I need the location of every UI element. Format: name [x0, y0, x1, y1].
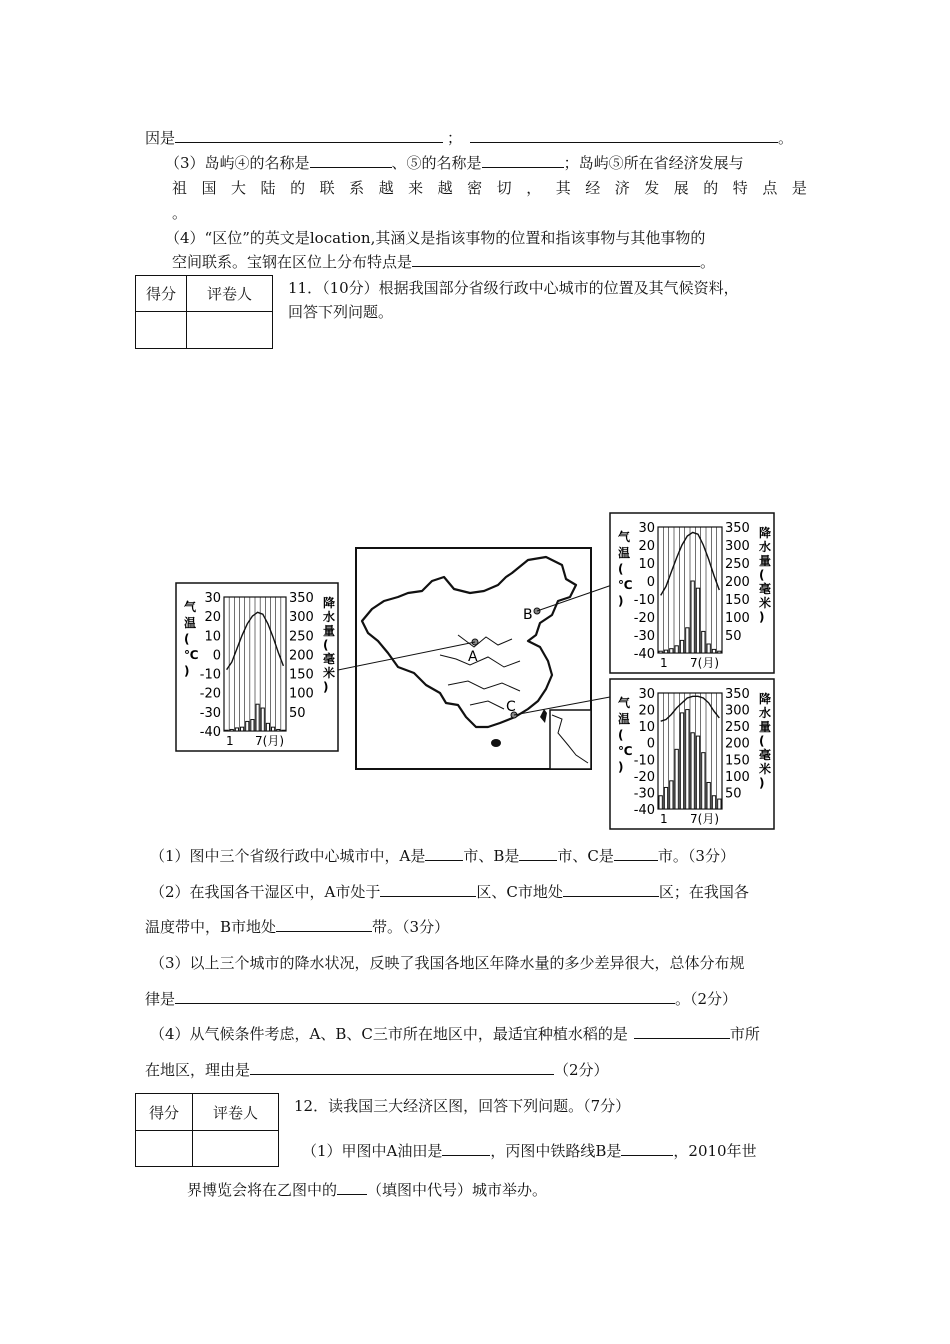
- temp-axis-title-char: ℃: [618, 578, 633, 592]
- precip-bar: [686, 628, 689, 653]
- temp-tick-label: -30: [199, 705, 221, 721]
- precip-tick-label: 250: [725, 720, 750, 736]
- precip-tick-label: 300: [289, 610, 314, 626]
- precip-bar: [718, 799, 721, 809]
- blank[interactable]: [276, 916, 372, 932]
- temp-axis-title-char: ): [184, 664, 190, 678]
- q10-sub3-line1: （3）岛屿④的名称是 、⑤的名称是 ；岛屿⑤所在省经济发展与: [165, 154, 744, 172]
- grader-cell[interactable]: [187, 312, 273, 349]
- inset-frame: [550, 710, 591, 769]
- blank[interactable]: [563, 881, 659, 897]
- blank[interactable]: [310, 152, 392, 168]
- precip-bar: [712, 649, 715, 653]
- precip-axis-title-char: 水: [323, 610, 336, 624]
- precip-axis-title-char: 量: [759, 554, 772, 568]
- precip-tick-label: 50: [289, 705, 306, 721]
- precip-bar: [680, 640, 683, 653]
- x-label-month-7: 7(月): [690, 812, 719, 826]
- precip-bar: [235, 728, 238, 731]
- temp-tick-label: 0: [646, 736, 655, 752]
- precip-bar: [675, 646, 678, 653]
- precip-tick-label: 100: [289, 686, 314, 702]
- precip-axis-title-char: 降: [759, 692, 772, 706]
- precip-axis-title-char: 降: [323, 596, 336, 610]
- temp-axis-title-char: 温: [618, 712, 631, 726]
- precip-bar: [696, 736, 699, 809]
- precip-bar: [256, 704, 259, 731]
- temp-tick-label: -10: [633, 753, 655, 769]
- temp-tick-label: -30: [633, 629, 655, 644]
- char: 越: [437, 179, 453, 197]
- blank[interactable]: [380, 881, 476, 897]
- x-label-month-7: 7(月): [255, 734, 284, 748]
- temp-tick-label: 30: [638, 687, 655, 702]
- precip-tick-label: 350: [725, 687, 750, 702]
- climate-map-figure: [0, 505, 950, 835]
- blank[interactable]: [412, 251, 700, 267]
- temp-tick-label: 20: [204, 610, 221, 626]
- q11-heading-line1: 11．（10分）根据我国部分省级行政中心城市的位置及其气候资料，: [288, 279, 739, 297]
- temp-tick-label: -40: [199, 725, 221, 740]
- char: 其: [555, 179, 571, 197]
- x-label-month-1: 1: [660, 656, 668, 670]
- q11-sub2-line2: 温度带中，B市地处 带。（3分）: [145, 918, 450, 936]
- precip-bar: [659, 651, 662, 653]
- blank[interactable]: [470, 127, 778, 143]
- grader-label: 评卷人: [193, 1094, 279, 1131]
- precip-axis-title-char: 量: [759, 720, 772, 734]
- q11-sub2-line1: （2）在我国各干湿区中，A市处于 区、C市地处 区；在我国各: [150, 883, 749, 901]
- q11-sub4-line1: （4）从气候条件考虑，A、B、C三市所在地区中，最适宜种植水稻的是 市所: [150, 1025, 760, 1043]
- precip-bar: [707, 782, 710, 809]
- precip-bar: [225, 730, 228, 731]
- temp-tick-label: 20: [638, 539, 655, 554]
- char: 密: [467, 179, 483, 197]
- precip-bar: [277, 729, 280, 731]
- char: 展: [673, 179, 689, 197]
- temp-axis-title-char: 气: [618, 696, 631, 710]
- q10-sub3-line3: 。: [172, 204, 188, 222]
- precip-tick-label: 50: [725, 629, 742, 644]
- temp-tick-label: 30: [638, 521, 655, 536]
- precip-bar: [702, 631, 705, 653]
- precip-bar: [659, 796, 662, 809]
- blank[interactable]: [482, 152, 564, 168]
- temp-tick-label: -20: [199, 686, 221, 702]
- q11-sub3-line1: （3）以上三个城市的降水状况，反映了我国各地区年降水量的多少差异很大，总体分布规: [150, 954, 745, 972]
- char: 发: [644, 179, 660, 197]
- temp-tick-label: -40: [633, 647, 655, 662]
- temp-tick-label: -20: [633, 769, 655, 785]
- grader-label: 评卷人: [187, 276, 273, 312]
- precip-axis-title-char: 米: [759, 762, 772, 776]
- precip-bar: [691, 581, 694, 653]
- x-label-month-1: 1: [226, 734, 234, 748]
- blank[interactable]: [634, 1023, 730, 1039]
- score-table-q12: [135, 1093, 279, 1167]
- precip-axis-title-char: ): [759, 610, 765, 624]
- temp-axis-title-char: ℃: [618, 744, 633, 758]
- precip-bar: [246, 721, 249, 731]
- temp-tick-label: 0: [646, 575, 655, 590]
- climate-chart-panel: [176, 583, 338, 751]
- temp-tick-label: -40: [633, 803, 655, 818]
- precip-axis-title-char: 毫: [759, 748, 772, 762]
- q10-sub3-line2: [172, 177, 807, 199]
- blank[interactable]: [442, 1140, 490, 1156]
- climate-chart-panel: [610, 513, 774, 673]
- temp-tick-label: 10: [638, 720, 655, 736]
- precip-tick-label: 350: [289, 591, 314, 606]
- precip-bar: [230, 729, 233, 731]
- precip-bar: [707, 644, 710, 653]
- q10-line-cause: 因是 ； 。: [145, 129, 794, 147]
- precip-axis-title-char: 毫: [759, 582, 772, 596]
- precip-tick-label: 200: [289, 648, 314, 664]
- temp-tick-label: -10: [199, 667, 221, 683]
- char: 国: [201, 179, 217, 197]
- temp-axis-title-char: 气: [184, 600, 197, 614]
- blank[interactable]: [425, 845, 463, 861]
- precip-tick-label: 300: [725, 703, 750, 719]
- precip-tick-label: 100: [725, 611, 750, 626]
- precip-bar: [261, 708, 264, 731]
- score-cell[interactable]: [136, 312, 187, 349]
- precip-axis-title-char: (: [323, 638, 329, 652]
- char: 点: [762, 179, 778, 197]
- precip-bar: [282, 730, 285, 731]
- precip-axis-title-char: (: [759, 734, 765, 748]
- char: 系: [349, 179, 365, 197]
- temp-tick-label: 10: [638, 557, 655, 572]
- climate-chart-panel: [610, 679, 774, 829]
- temp-tick-label: 10: [204, 629, 221, 645]
- precip-bar: [670, 649, 673, 653]
- q12-sub1-line1: （1）甲图中A油田是 ，丙图中铁路线B是 ，2010年世: [302, 1142, 757, 1160]
- city-a-label: A: [468, 649, 478, 665]
- temp-axis-title-char: ): [618, 760, 624, 774]
- q11-heading-line2: 回答下列问题。: [288, 303, 394, 321]
- q11-sub4-line2: 在地区，理由是 （2分）: [145, 1061, 609, 1079]
- char: ，: [526, 179, 542, 197]
- temp-tick-label: -30: [633, 786, 655, 802]
- precip-axis-title-char: 水: [759, 706, 772, 720]
- char: 济: [614, 179, 630, 197]
- blank[interactable]: [621, 1140, 673, 1156]
- precip-tick-label: 200: [725, 575, 750, 590]
- char: 陆: [260, 179, 276, 197]
- temp-axis-title-char: ): [618, 594, 624, 608]
- precip-bar: [691, 733, 694, 809]
- temp-tick-label: 20: [638, 703, 655, 719]
- blank[interactable]: [175, 988, 675, 1004]
- precip-tick-label: 300: [725, 539, 750, 554]
- precip-bar: [664, 650, 667, 653]
- temp-axis-title-char: (: [184, 632, 190, 646]
- precip-tick-label: 50: [725, 786, 742, 802]
- temp-tick-label: -10: [633, 593, 655, 608]
- score-cell[interactable]: [136, 1131, 193, 1167]
- precip-bar: [670, 781, 673, 809]
- precip-bar: [696, 588, 699, 653]
- score-label: 得分: [136, 276, 187, 312]
- precip-axis-title-char: (: [759, 568, 765, 582]
- city-c-label: C: [506, 699, 516, 715]
- char: 是: [791, 179, 807, 197]
- city-b-label: B: [523, 607, 533, 623]
- precip-bar: [272, 727, 275, 731]
- char: 联: [319, 179, 335, 197]
- temp-axis-title-char: 温: [184, 616, 197, 630]
- char: 越: [378, 179, 394, 197]
- blank[interactable]: [250, 1059, 554, 1075]
- x-label-month-1: 1: [660, 812, 668, 826]
- blank[interactable]: [337, 1179, 367, 1195]
- char: 切: [496, 179, 512, 197]
- temp-axis-title-char: (: [618, 728, 624, 742]
- precip-tick-label: 100: [725, 769, 750, 785]
- q11-sub1: （1）图中三个省级行政中心城市中，A是 市、B是 市、C是 市。（3分）: [150, 847, 735, 865]
- q12-sub1-line2: 界博览会将在乙图中的 （填图中代号）城市举办。: [187, 1181, 548, 1199]
- char: 的: [703, 179, 719, 197]
- hainan-shape: [491, 739, 501, 747]
- score-label: 得分: [136, 1094, 193, 1131]
- precip-bar: [686, 710, 689, 809]
- blank[interactable]: [614, 845, 658, 861]
- precip-tick-label: 150: [289, 667, 314, 683]
- score-table-q11: [135, 275, 273, 349]
- temp-tick-label: 30: [204, 591, 221, 606]
- char: 祖: [172, 179, 188, 197]
- precip-tick-label: 200: [725, 736, 750, 752]
- q10-sub4-line2: 空间联系。宝钢在区位上分布特点是 。: [172, 253, 716, 271]
- precip-tick-label: 250: [289, 629, 314, 645]
- precip-tick-label: 350: [725, 521, 750, 536]
- precip-bar: [675, 749, 678, 809]
- precip-axis-title-char: 量: [323, 624, 336, 638]
- precip-bar: [251, 720, 254, 731]
- char: 来: [408, 179, 424, 197]
- precip-tick-label: 250: [725, 557, 750, 572]
- precip-bar: [680, 713, 683, 809]
- temp-axis-title-char: 气: [618, 530, 631, 544]
- temp-axis-title-char: 温: [618, 546, 631, 560]
- char: 特: [732, 179, 748, 197]
- precip-axis-title-char: 降: [759, 526, 772, 540]
- precip-axis-title-char: ): [323, 680, 329, 694]
- temp-axis-title-char: (: [618, 562, 624, 576]
- q12-heading: 12．读我国三大经济区图，回答下列问题。（7分）: [294, 1097, 631, 1115]
- precip-tick-label: 150: [725, 753, 750, 769]
- precip-axis-title-char: 水: [759, 540, 772, 554]
- precip-bar: [266, 723, 269, 731]
- char: 大: [231, 179, 247, 197]
- precip-axis-title-char: ): [759, 776, 765, 790]
- precip-tick-label: 150: [725, 593, 750, 608]
- blank[interactable]: [175, 127, 443, 143]
- precip-bar: [718, 651, 721, 653]
- grader-cell[interactable]: [193, 1131, 279, 1167]
- temp-tick-label: -20: [633, 611, 655, 626]
- blank[interactable]: [519, 845, 557, 861]
- temp-axis-title-char: ℃: [184, 648, 199, 662]
- precip-bar: [241, 727, 244, 731]
- char: 经: [585, 179, 601, 197]
- temp-tick-label: 0: [212, 648, 221, 664]
- x-label-month-7: 7(月): [690, 656, 719, 670]
- q11-sub3-line2: 律是 。（2分）: [145, 990, 738, 1008]
- precip-axis-title-char: 毫: [323, 652, 336, 666]
- precip-bar: [712, 796, 715, 809]
- precip-axis-title-char: 米: [759, 596, 772, 610]
- precip-bar: [702, 753, 705, 809]
- q10-sub4-line1: （4）“区位”的英文是location,其涵义是指该事物的位置和指该事物与其他事物的: [165, 229, 706, 247]
- precip-bar: [664, 787, 667, 809]
- precip-axis-title-char: 米: [323, 666, 336, 680]
- char: 的: [290, 179, 306, 197]
